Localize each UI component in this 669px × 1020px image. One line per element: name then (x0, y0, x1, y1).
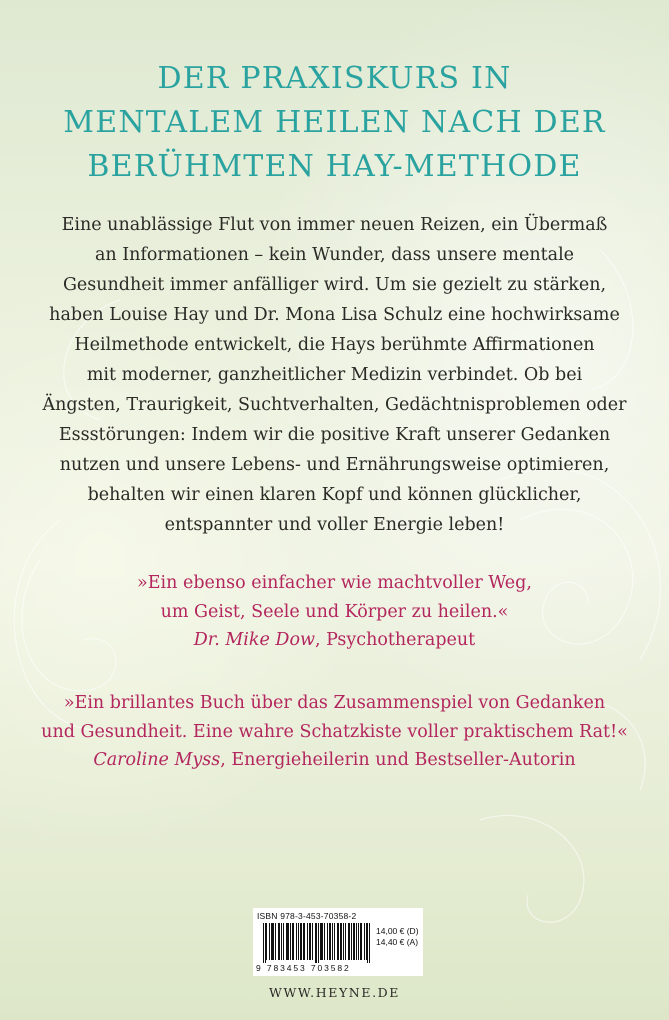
blurb-line: Ängsten, Traurigkeit, Suchtverhalten, Gedächtnisproblemen oder (42, 395, 627, 415)
barcode-bar (272, 923, 273, 960)
barcode-bar (269, 923, 270, 960)
barcode-bar (271, 923, 272, 960)
quote-line: »Ein brillantes Buch über das Zusammenspiel von Gedanken (63, 693, 606, 713)
quote-line: und Gesundheit. Eine wahre Schatzkiste voller praktischem Rat!« (41, 721, 628, 742)
blurb-line: entspannter und voller Energie leben! (164, 515, 505, 535)
barcode-bar (307, 923, 308, 960)
barcode-bar (265, 923, 266, 963)
barcode-bar (290, 923, 291, 960)
barcode-bar (301, 923, 302, 960)
price-germany: 14,00 € (D) (376, 926, 419, 936)
barcode-bar (329, 923, 330, 960)
barcode-bar (318, 923, 319, 963)
quote-author: Dr. Mike Dow (193, 630, 315, 650)
blurb-line: nutzen und unsere Lebens- und Ernährungsweise optimieren, (59, 455, 610, 475)
barcode-bar (341, 923, 342, 960)
isbn-number: ISBN 978-3-453-70358-2 (257, 911, 357, 921)
barcode-bar (300, 923, 301, 960)
barcode-bar (296, 923, 297, 960)
barcode-bar (304, 923, 305, 960)
barcode-bar (281, 923, 282, 960)
barcode-bar (332, 923, 333, 960)
barcode-bar (356, 923, 357, 960)
barcode-bar (321, 923, 322, 960)
barcode-bar (266, 923, 267, 960)
barcode-bar (327, 923, 328, 960)
barcode-bar (367, 923, 368, 963)
barcode-bar (349, 923, 350, 960)
barcode-bar (278, 923, 279, 960)
barcode-bar (366, 923, 367, 960)
publisher-website: WWW.HEYNE.DE (269, 985, 400, 1000)
quote-author-role: , Psychotherapeut (314, 630, 476, 650)
barcode-bar (361, 923, 362, 960)
barcode-bar (309, 923, 310, 960)
barcode-bar (334, 923, 335, 960)
blurb-line: mit moderner, ganzheitlicher Medizin verbindet. Ob bei (86, 365, 583, 385)
barcode-bar (263, 923, 264, 963)
barcode-bar (303, 923, 304, 960)
quote-line: um Geist, Seele und Körper zu heilen.« (160, 601, 509, 622)
barcode-bar (348, 923, 349, 960)
barcode-bar (298, 923, 299, 960)
barcode-bar (358, 923, 359, 960)
blurb-line: Eine unablässige Flut von immer neuen Reizen, ein Übermaß (61, 215, 608, 235)
blurb-line: an Informationen – kein Wunder, dass unsere mentale (94, 245, 575, 265)
description-blurb (30, 210, 639, 540)
quote-attribution (0, 746, 669, 775)
isbn-barcode-box (253, 908, 423, 976)
headline (0, 57, 669, 189)
price-austria: 14,40 € (A) (376, 937, 419, 947)
quote-author-role: , Energieheilerin und Bestseller-Autorin (220, 750, 576, 770)
barcode-bar (338, 923, 339, 960)
headline-line: MENTALEM HEILEN NACH DER (63, 105, 606, 140)
barcode-bars (263, 923, 371, 963)
barcode-bar (360, 923, 361, 960)
testimonial-quote (0, 689, 669, 775)
barcode-bar (369, 923, 370, 963)
blurb-line: Essstörungen: Indem wir die positive Kraft unserer Gedanken (58, 425, 611, 445)
blurb-line: haben Louise Hay und Dr. Mona Lisa Schulz eine hochwirksame (49, 305, 620, 325)
barcode-bar (310, 923, 311, 960)
barcode-bar (354, 923, 355, 960)
barcode-bar (273, 923, 274, 960)
barcode-bar (287, 923, 288, 960)
barcode-bar (275, 923, 276, 960)
barcode-digits: 9 783453 703582 (256, 963, 351, 973)
testimonial-quote (0, 569, 669, 655)
barcode-bar (320, 923, 321, 960)
barcode-bar (324, 923, 325, 960)
headline-line: DER PRAXISKURS IN (157, 61, 512, 96)
quote-line: »Ein ebenso einfacher wie machtvoller Weg, (137, 573, 532, 593)
barcode-bar (312, 923, 313, 960)
barcode-bar (364, 923, 365, 960)
barcode-bar (288, 923, 289, 960)
blurb-line: Gesundheit immer anfälliger wird. Um sie gezielt zu stärken, (62, 275, 607, 295)
price-block (376, 926, 419, 948)
headline-line: BERÜHMTEN HAY-METHODE (87, 149, 582, 184)
barcode-bar (316, 923, 317, 963)
barcode-bar (345, 923, 346, 960)
quote-attribution (0, 626, 669, 655)
barcode-bar (292, 923, 293, 960)
barcode-bar (283, 923, 284, 960)
barcode-bar (330, 923, 331, 960)
barcode-bar (293, 923, 294, 960)
barcode-bar (353, 923, 354, 960)
blurb-line: behalten wir einen klaren Kopf und können glücklicher, (87, 485, 582, 505)
barcode-bar (340, 923, 341, 960)
barcode-bar (279, 923, 280, 960)
barcode-bar (337, 923, 338, 960)
barcode-bar (351, 923, 352, 960)
barcode-bar (315, 923, 316, 963)
barcode-bar (322, 923, 323, 960)
barcode-bar (286, 923, 287, 960)
blurb-line: Heilmethode entwickelt, die Hays berühmte Affirmationen (74, 335, 595, 355)
quote-author: Caroline Myss (93, 750, 221, 770)
barcode-bar (343, 923, 344, 960)
